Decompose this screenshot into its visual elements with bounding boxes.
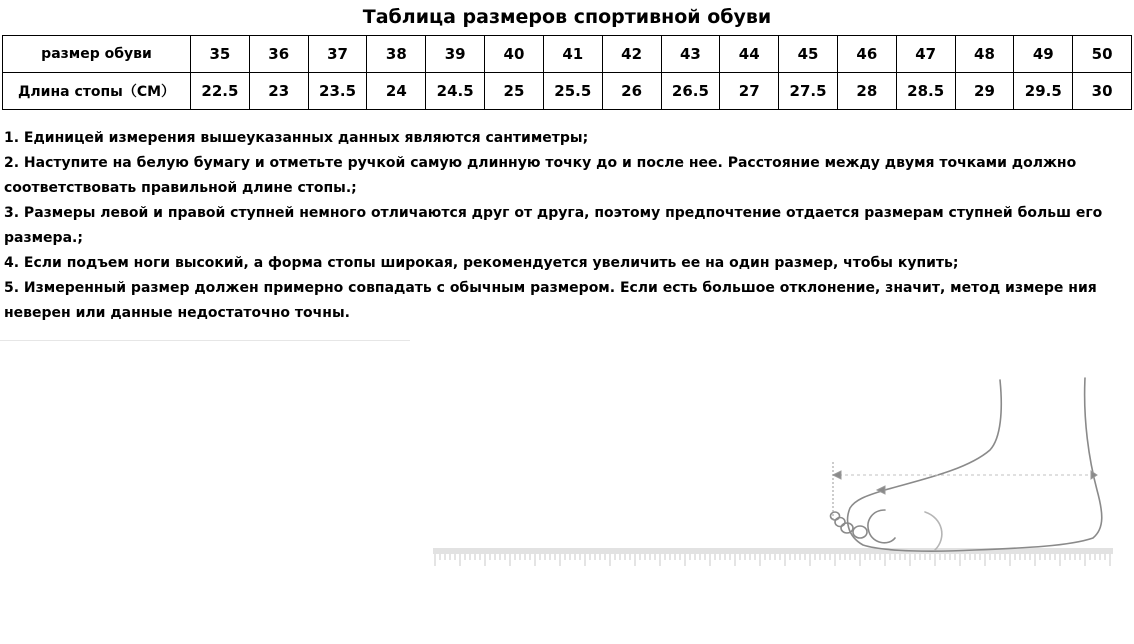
foot-illustration [415, 360, 1125, 600]
size-cell: 45 [779, 36, 838, 73]
size-cell: 42 [602, 36, 661, 73]
length-cell: 25 [485, 73, 544, 110]
size-cell: 36 [249, 36, 308, 73]
length-cell: 29.5 [1014, 73, 1073, 110]
notes-list [4, 126, 1132, 326]
length-cell: 24.5 [426, 73, 485, 110]
size-cell: 49 [1014, 36, 1073, 73]
size-cell: 44 [720, 36, 779, 73]
length-cell: 22.5 [191, 73, 250, 110]
length-cell: 26.5 [661, 73, 720, 110]
size-cell: 41 [543, 36, 602, 73]
note-item: 1. Единицей измерения вышеуказанных данных являются сантиметры; [4, 130, 589, 146]
toe-big [868, 510, 895, 543]
page-title: Таблица размеров спортивной обуви [362, 6, 772, 28]
length-cell: 30 [1073, 73, 1132, 110]
length-cell: 23 [249, 73, 308, 110]
divider [0, 340, 410, 341]
size-cell: 43 [661, 36, 720, 73]
note-item: 2. Наступите на белую бумагу и отметьте ручкой самую длинную точку до и после нее. Расстояние между двумя точками должно соответствовать правильной длине стопы.; [4, 155, 1082, 196]
size-cell: 47 [896, 36, 955, 73]
toe-4 [835, 518, 845, 527]
length-cell: 27 [720, 73, 779, 110]
ruler [433, 548, 1113, 566]
note-item: 3. Размеры левой и правой ступней немного отличаются друг от друга, поэтому предпочтение отдается размерам ступней больш его размера.; [4, 205, 1108, 246]
size-cell: 38 [367, 36, 426, 73]
row-label-size: размер обуви [3, 36, 191, 73]
size-cell: 46 [837, 36, 896, 73]
size-cell: 40 [485, 36, 544, 73]
length-cell: 29 [955, 73, 1014, 110]
size-cell: 48 [955, 36, 1014, 73]
foot-outline [848, 378, 1102, 551]
length-cell: 26 [602, 73, 661, 110]
length-cell: 28 [837, 73, 896, 110]
length-cell: 28.5 [896, 73, 955, 110]
length-cell: 24 [367, 73, 426, 110]
size-cell: 50 [1073, 36, 1132, 73]
length-cell: 23.5 [308, 73, 367, 110]
toe-2 [853, 526, 867, 538]
toe-3 [841, 523, 853, 533]
length-cell: 27.5 [779, 73, 838, 110]
table-row-sizes [3, 36, 1132, 73]
table-row-lengths [3, 73, 1132, 110]
note-item: 4. Если подъем ноги высокий, а форма стопы широкая, рекомендуется увеличить ее на один размер, чтобы купить; [4, 255, 959, 271]
size-cell: 35 [191, 36, 250, 73]
size-table [2, 35, 1132, 110]
note-item: 5. Измеренный размер должен примерно совпадать с обычным размером. Если есть большое отклонение, значит, метод измере ния неверен или данные недостаточно точны. [4, 280, 1102, 321]
row-label-length: Длина стопы（CM） [3, 73, 191, 110]
toe-5 [831, 512, 840, 520]
size-cell: 37 [308, 36, 367, 73]
length-cell: 25.5 [543, 73, 602, 110]
size-cell: 39 [426, 36, 485, 73]
